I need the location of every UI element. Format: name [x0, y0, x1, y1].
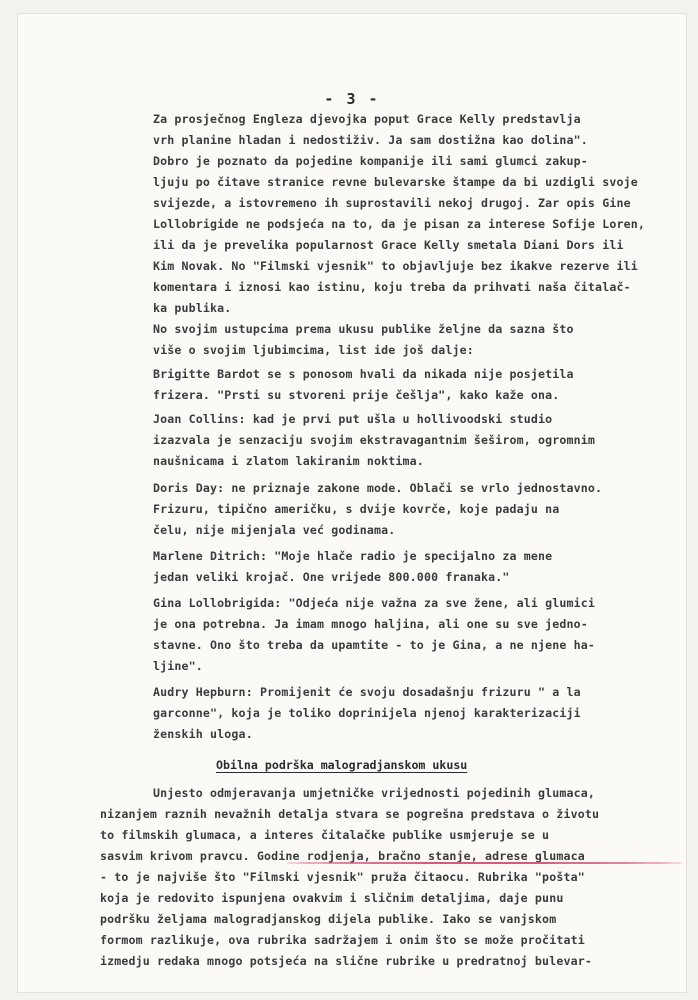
red-pencil-underline	[286, 862, 682, 864]
text-line: Za prosječnog Engleza djevojka poput Grace Kelly predstavlja	[153, 112, 581, 126]
document-page	[18, 14, 686, 992]
text-line: vrh planine hladan i nedostiživ. Ja sam dostižna kao dolina".	[153, 133, 588, 147]
text-line: Brigitte Bardot se s ponosom hvali da nikada nije posjetila	[153, 367, 574, 381]
text-line: Doris Day: ne priznaje zakone mode. Oblači se vrlo jednostavno.	[153, 481, 603, 495]
text-line: ljine".	[153, 659, 203, 673]
text-line: Joan Collins: kad je prvi put ušla u hollivoodski studio	[153, 412, 553, 426]
text-line: izmedju redaka mnogo potsjeća na slične rubrike u predratnoj bulevar-	[100, 954, 592, 968]
text-line: Kim Novak. No "Filmski vjesnik" to objavljuje bez ikakve rezerve ili	[153, 259, 638, 273]
text-line: Lollobrigide ne podsjeća na to, da je pisan za interese Sofije Loren,	[153, 217, 645, 231]
text-line: više o svojim ljubimcima, list ide još dalje:	[153, 343, 474, 357]
text-line: je ona potrebna. Ja imam mnogo haljina, ali one su sve jedno-	[153, 617, 588, 631]
text-line: izazvala je senzaciju svojim ekstravagantnim šeširom, ogromnim	[153, 433, 596, 447]
text-line: Audry Hepburn: Promijenit će svoju dosadašnju frizuru " a la	[153, 685, 581, 699]
text-line: ka publika.	[153, 301, 232, 315]
text-line: Gina Lollobrigida: "Odjeća nije važna za sve žene, ali glumici	[153, 596, 596, 610]
page-number: - 3 -	[324, 90, 380, 108]
text-line: No svojim ustupcima prema ukusu publike željne da sazna što	[153, 322, 574, 336]
text-line: to filmskih glumaca, a interes čitalačke publike usmjeruje se u	[100, 828, 550, 842]
text-line: ženskih uloga.	[153, 727, 253, 741]
text-line: frizera. "Prsti su stvoreni prije češlja", kako kaže ona.	[153, 388, 560, 402]
text-line: svijezde, a istovremeno ih suprostavili nekoj drugoj. Zar opis Gine	[153, 196, 631, 210]
text-line: komentara i iznosi kao istinu, koju treba da prihvati naša čitalač-	[153, 280, 631, 294]
text-line: - to je najviše što "Filmski vjesnik" pruža čitaocu. Rubrika "pošta"	[100, 870, 585, 884]
section-heading: Obilna podrška malogradjanskom ukusu	[216, 758, 468, 772]
text-line: Dobro je poznato da pojedine kompanije ili sami glumci zakup-	[153, 154, 588, 168]
text-line: podršku željama malogradjanskog dijela publike. Iako se vanjskom	[100, 912, 557, 926]
text-line: ili da je prevelika popularnost Grace Kelly smetala Diani Dors ili	[153, 238, 624, 252]
text-line: formom razlikuje, ova rubrika sadržajem i onim što se može pročitati	[100, 933, 585, 947]
text-line: nizanjem raznih nevažnih detalja stvara se pogrešna predstava o životu	[100, 807, 600, 821]
text-line: Marlene Ditrich: "Moje hlače radio je specijalno za mene	[153, 549, 553, 563]
text-line: naušnicama i zlatom lakiranim noktima.	[153, 454, 424, 468]
text-line: ljuju po čitave stranice revne bulevarske štampe da bi uzdigli svoje	[153, 175, 638, 189]
text-line: sasvim krivom pravcu. Godine rodjenja, bračno stanje, adrese glumaca	[100, 849, 585, 863]
text-line: čelu, nije mijenjala već godinama.	[153, 523, 396, 537]
text-line: garconne", koja je toliko doprinijela njenoj karakterizaciji	[153, 706, 581, 720]
text-line: Unjesto odmjeravanja umjetničke vrijednosti pojedinih glumaca,	[153, 786, 596, 800]
text-line: stavne. Ono što treba da upamtite - to je Gina, a ne njene ha-	[153, 638, 596, 652]
text-line: koja je redovito ispunjena ovakvim i sličnim detaljima, daje punu	[100, 891, 564, 905]
text-line: Frizuru, tipično američku, s dvije kovrče, koje padaju na	[153, 502, 560, 516]
text-line: jedan veliki krojač. One vrijede 800.000 franaka."	[153, 570, 510, 584]
